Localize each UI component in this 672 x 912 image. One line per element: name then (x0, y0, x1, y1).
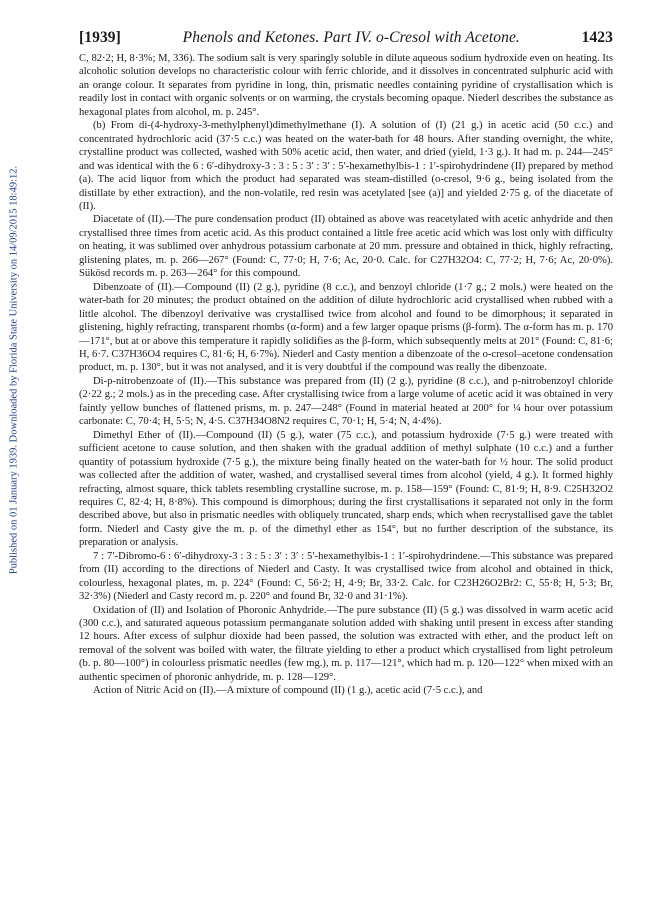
paragraph-1: C, 82·2; H, 8·3%; M, 336). The sodium salt is very sparingly soluble in dilute aqueous sodium hydroxide even on heating. Its alcoholic solution develops no characteristic colour with ferric chloride, and it dissolves in concentrated sulphuric acid with an orange colour. It separates from pyridine in long, thin, prismatic needles containing pyridine of crystallisation which is readily lost in contact with organic solvents or on warming, the crystals becoming opaque. Niederl describes the substance as hexagonal plates from alcohol, m. p. 245°. (79, 53, 613, 118)
paragraph-dibenzoate: Dibenzoate of (II).—Compound (II) (2 g.), pyridine (8 c.c.), and benzoyl chloride (1·7 g.; 2 mols.) were heated on the water-bath for 20 minutes; the product obtained on the addition of dilute hydrochloric acid crystallised when rubbed with a little alcohol. The dibenzoyl derivative was crystallised twice from alcohol and found to be dimorphous; it separated in glistening, highly refracting, transparent rhombs (α-form) and a few larger opaque prisms (β-form). The α-form has m. p. 170—171°, but at or above this temperature it rapidly solidifies as the β-form, which subsequently melts at 201° (Found: C, 81·6; H, 6·7. C37H36O4 requires C, 81·6; H, 6·7%). Niederl and Casty mention a dibenzoate of the o-cresol–acetone condensation product, m. p. 130°, but it was not analysed, and it is very doubtful if the compound was really the dibenzoate. (79, 281, 613, 374)
paper-page (79, 29, 613, 698)
header-year: [1939] (79, 29, 121, 46)
paragraph-diacetate: Diacetate of (II).—The pure condensation product (II) obtained as above was reacetylated with acetic anhydride and then crystallised three times from acetic acid. As this product contained a little free acetic acid which was lost only with difficulty on heating, it was sublimed over anhydrous potassium carbonate at 20 mm. pressure and obtained in thick, highly refracting, glistening plates, m. p. 266—267° (Found: C, 77·0; H, 7·6; Ac, 20·0. Calc. for C27H32O4: C, 77·2; H, 7·6; Ac, 20·0%). Sükösd records m. p. 263—264° for this compound. (79, 214, 613, 280)
paragraph-nitric-acid: Action of Nitric Acid on (II).—A mixture of compound (II) (1 g.), acetic acid (7·5 c.c.), and (93, 685, 483, 697)
paragraph-oxidation: Oxidation of (II) and Isolation of Phoronic Anhydride.—The pure substance (II) (5 g.) was dissolved in warm acetic acid (300 c.c.), and saturated aqueous potassium permanganate solution added with shaking until present in excess after standing 12 hours. After excess of sulphur dioxide had been passed, the solution was extracted with ether, and the product left on removal of the solvent was boiled with water, the filtrate yielding to ether a product which crystallised from light petroleum (b. p. 80—100°) in colourless prismatic needles (few mg.), m. p. 117—121°, which had m. p. 120—122° when mixed with an authentic specimen of phoronic anhydride, m. p. 128—129°. (79, 604, 613, 683)
paragraph-dibromo: 7 : 7′-Dibromo-6 : 6′-dihydroxy-3 : 3 : 5 : 3′ : 3′ : 5′-hexamethylbis-1 : 1′-spirohydrindene.—This substance was prepared from (II) according to the directions of Niederl and Casty. It was crystallised twice from alcohol and obtained in thick, colourless, hexagonal plates, m. p. 224° (Found: C, 56·2; H, 4·9; Br, 33·2. Calc. for C23H26O2Br2: C, 55·8; H, 5·3; Br, 32·3%) (Niederl and Casty record m. p. 220° and found Br, 32·0 and 31·1%). (79, 550, 613, 603)
running-header (79, 29, 613, 47)
provenance-sidebar (6, 100, 22, 640)
paragraph-method-b: (b) From di-(4-hydroxy-3-methylphenyl)dimethylmethane (I). A solution of (I) (21 g.) in acetic acid (50 c.c.) and concentrated hydrochloric acid (37·5 c.c.) was heated on the water-bath for 48 hours. After standing overnight, the white, crystalline product was collected, washed with 50% acetic acid, then water, and dried (yield, 1·3 g.). It had m. p. 244—245° and was identical with the 6 : 6′-dihydroxy-3 : 3 : 5 : 3′ : 3′ : 5′-hexamethylbis-1 : 1′-spirohydrindene (II) prepared by method (a). The acid liquor from which the product had separated was steam-distilled (o-cresol, 9·6 g., being isolated from the distillate by ether extraction), and the non-volatile, red resin was acetylated [see (a)] and yielded 2·75 g. of the diacetate of (II). (79, 120, 613, 212)
header-title: Phenols and Ketones. Part IV. o-Cresol with Acetone. (182, 29, 520, 46)
provenance-note: Published on 01 January 1939. Downloaded by Florida State University on 14/09/2015 18:49:12. (8, 165, 20, 575)
paragraph-di-p-nitrobenzoate: Di-p-nitrobenzoate of (II).—This substance was prepared from (II) (2 g.), pyridine (8 c.c.), and p-nitrobenzoyl chloride (2·22 g.; 2 mols.) as in the preceding case. After crystallising twice from a large volume of acetic acid it was obtained in very faintly yellow bunches of flattened prisms, m. p. 247—248° (Found in material heated at 200° for ¼ hour over potassium carbonate: C, 70·4; H, 5·5; N, 4·5. C37H34O8N2 requires C, 70·1; H, 5·4; N, 4·4%). (79, 375, 613, 428)
page-number: 1423 (581, 29, 613, 46)
paragraph-dimethyl-ether: Dimethyl Ether of (II).—Compound (II) (5 g.), water (75 c.c.), and potassium hydroxide (7·5 g.) were treated with sufficient acetone to cause solution, and then shaken with the gradual addition of methyl sulphate (10 c.c.) and a further quantity of potassium hydroxide (7·5 g.), the mixture being finally heated on the water-bath for ½ hour. The solid product was collected after the addition of water, washed, and crystallised several times from alcohol (yield, 4 g.). It formed highly refracting, almost square, thick tablets resembling crystalline sucrose, m. p. 158—159° (Found: C, 81·9; H, 8·9. C25H32O2 requires C, 82·4; H, 8·8%). This compound is dimorphous; during the first crystallisations it separated not only in the form described above, but also in prismatic needles with obliquely truncated, sharp ends, which when recrystallised gave the tablet form. Niederl and Casty give the m. p. of the dimethyl ether as 154°, but no further description of the substance, its preparation or analysis. (79, 429, 613, 549)
